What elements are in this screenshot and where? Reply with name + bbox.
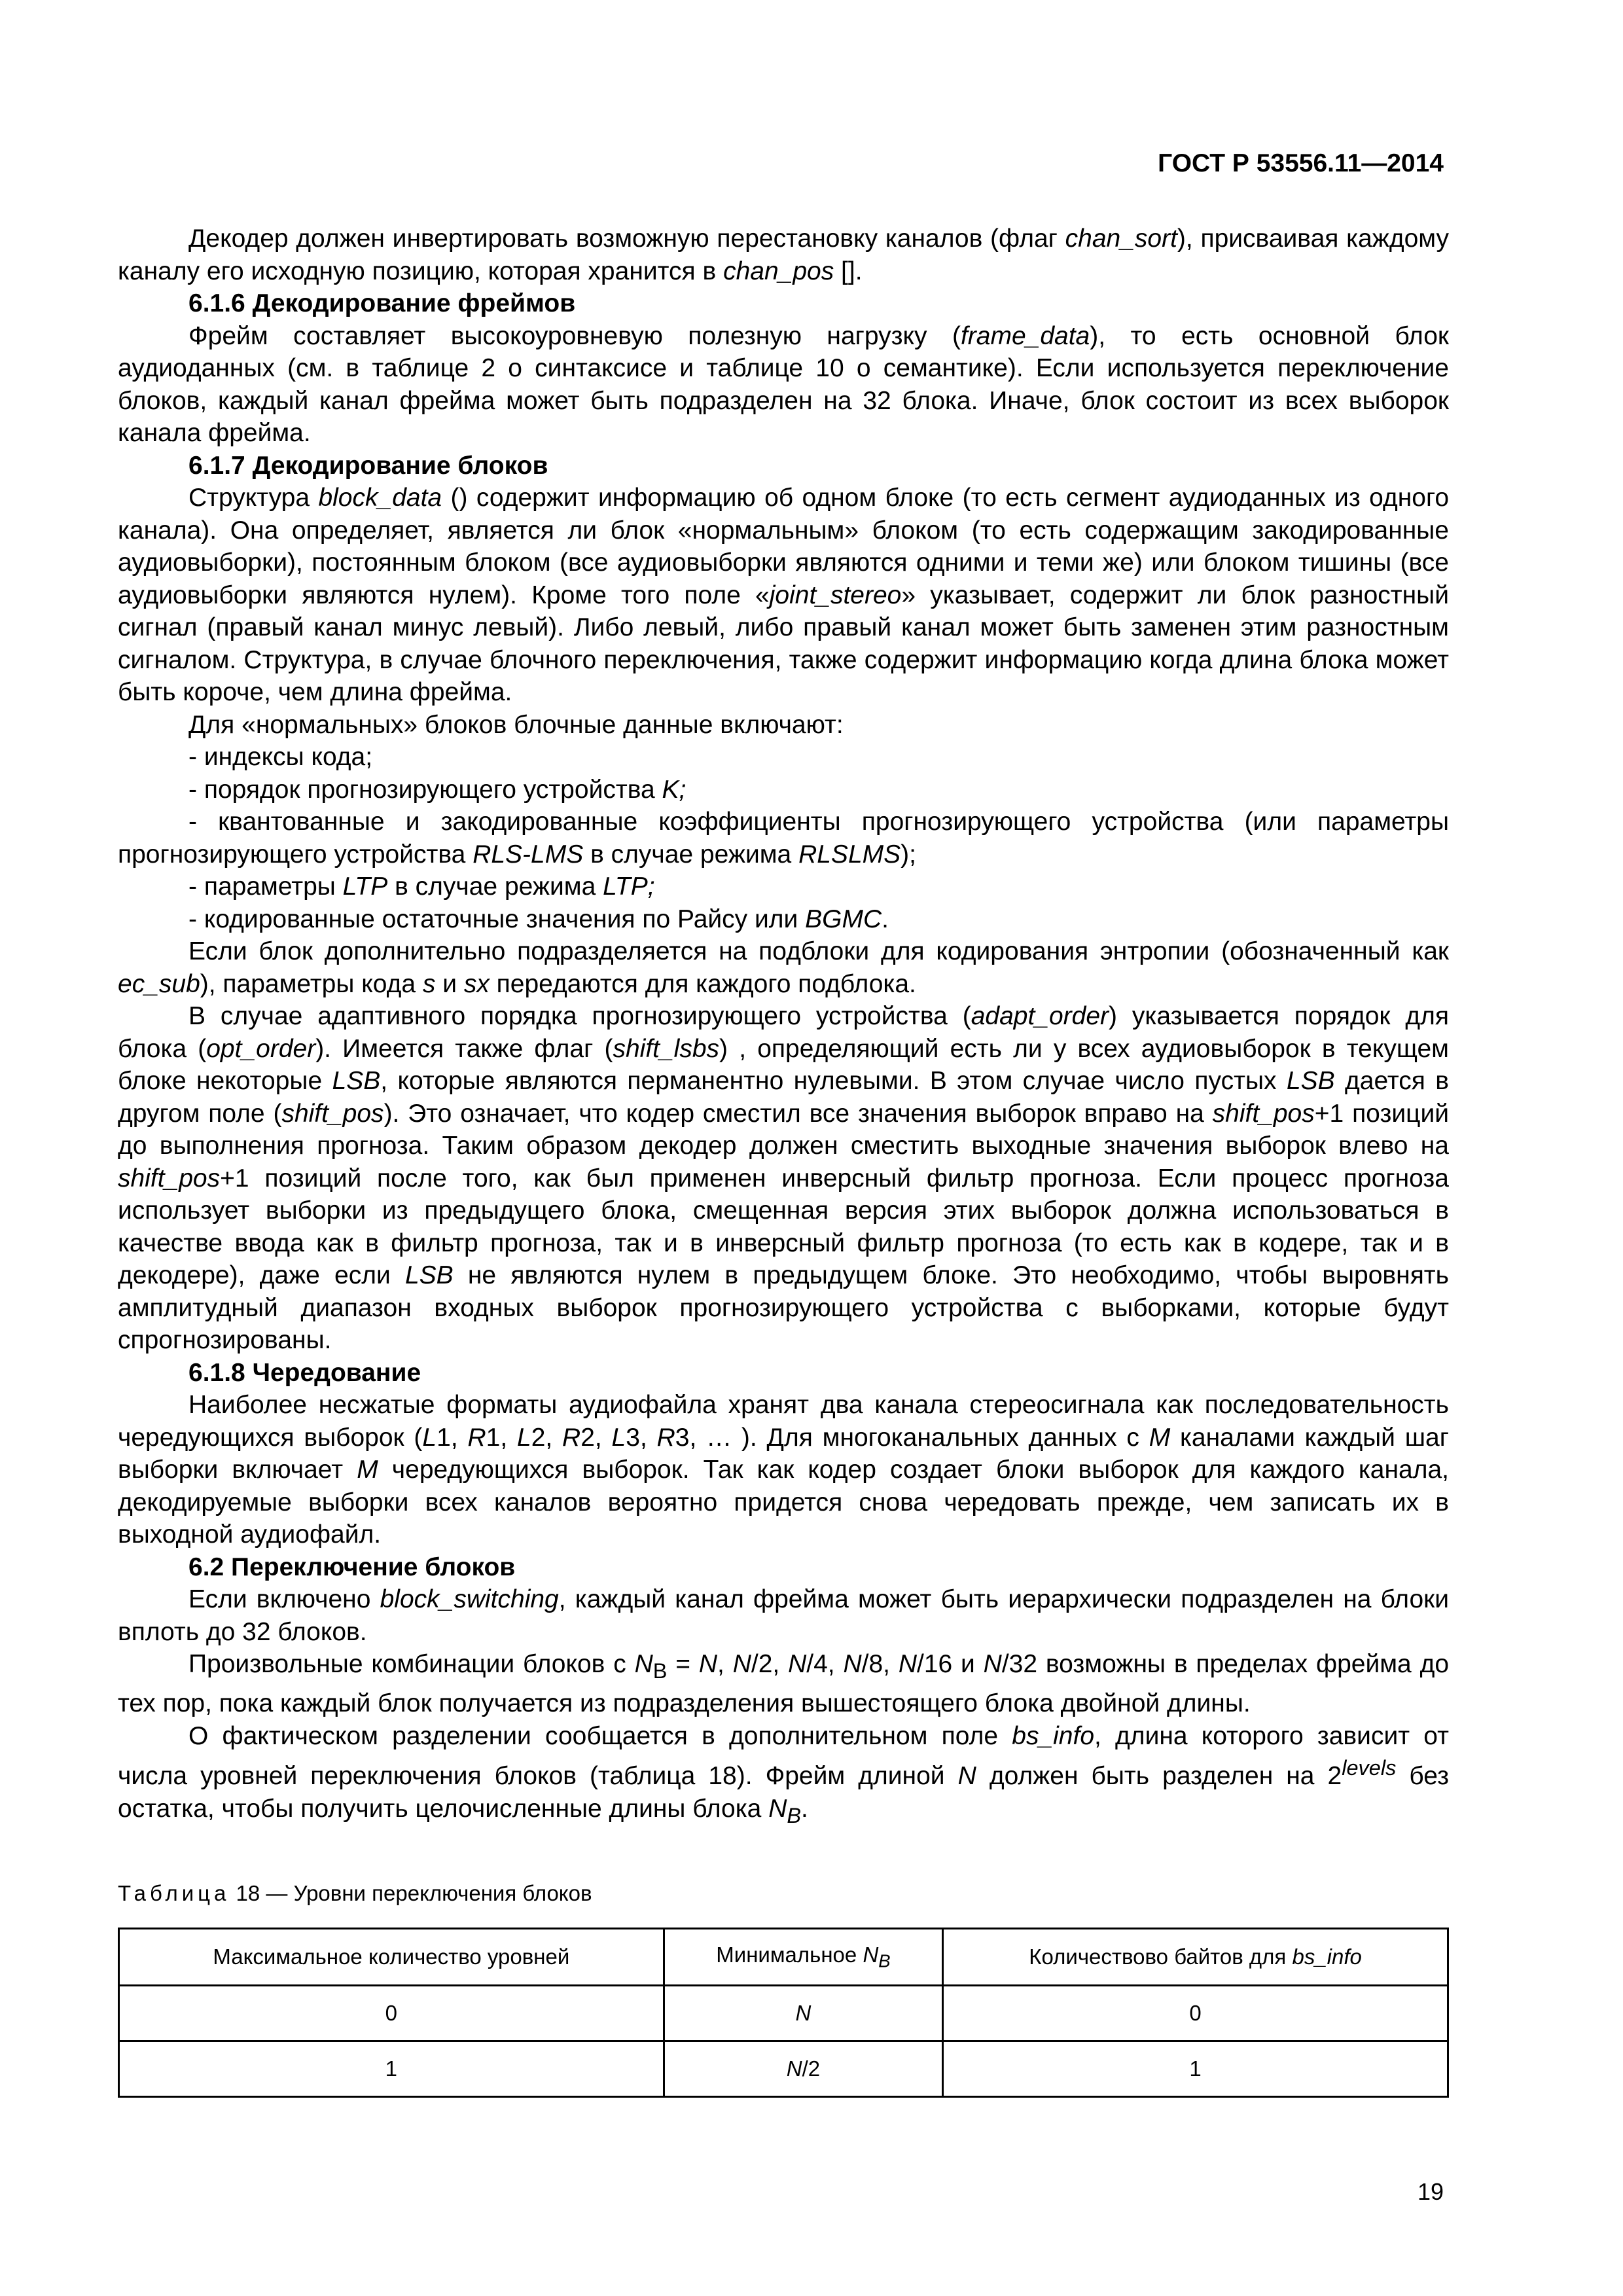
table-cell: N/2: [664, 2041, 943, 2097]
table-row: [119, 1986, 1448, 2041]
table-18: [118, 1928, 1449, 2098]
list-item: - кодированные остаточные значения по Райсу или BGMC.: [188, 905, 889, 933]
paragraph: Наиболее несжатые форматы аудиофайла хранят два канала стереосигнала как последовательность чередующихся выборок (L1, R1, L2, R2, L3, R3, … ). Для многоканальных данных с M каналами каждый шаг выборки включает M чередующихся выборок. Так как кодер создает блоки выборок для каждого канала, декодируемые выборки всех каналов вероятно придется снова чередовать прежде, чем записать их в выходной аудиофайл.: [118, 1391, 1449, 1549]
table-cell: 0: [119, 1986, 664, 2041]
table-caption-prefix: Таблица: [118, 1881, 230, 1905]
section-heading-6-1-8: 6.1.8 Чередование: [188, 1358, 421, 1387]
table-caption-text: 18 — Уровни переключения блоков: [230, 1881, 592, 1905]
section-heading-6-1-6: 6.1.6 Декодирование фреймов: [188, 289, 576, 317]
table-cell: 1: [119, 2041, 664, 2097]
paragraph: Если блок дополнительно подразделяется на подблоки для кодирования энтропии (обозначенный как ec_sub), параметры кода s и sx передаются для каждого подблока.: [118, 937, 1449, 998]
document-body: [118, 223, 1449, 1832]
page-number: 19: [1417, 2178, 1444, 2205]
list-item: - порядок прогнозирующего устройства K;: [188, 775, 687, 804]
list-item: - параметры LTP в случае режима LTP;: [188, 872, 655, 901]
table-caption: [118, 1881, 592, 1906]
table-cell: N: [664, 1986, 943, 2041]
table-cell: 0: [943, 1986, 1448, 2041]
paragraph: Для «нормальных» блоков блочные данные включают:: [188, 710, 844, 739]
table-header-cell: Количествово байтов для bs_info: [943, 1929, 1448, 1986]
paragraph: О фактическом разделении сообщается в дополнительном поле bs_info, длина которого зависит от числа уровней переключения блоков (таблица 18). Фрейм длиной N должен быть разделен на $2^{levels}$ без остатка, чтобы получить целочисленные длины блока $N_B$.: [118, 1721, 1449, 1827]
table-row: [119, 2041, 1448, 2097]
section-heading-6-1-7: 6.1.7 Декодирование блоков: [188, 451, 548, 480]
list-item: - индексы кода;: [188, 743, 373, 771]
table-header-cell: Максимальное количество уровней: [119, 1929, 664, 1986]
paragraph: Если включено block_switching, каждый канал фрейма может быть иерархически подразделен на блоки вплоть до 32 блоков.: [118, 1585, 1449, 1646]
section-heading-6-2: 6.2 Переключение блоков: [188, 1552, 516, 1581]
paragraph: Фрейм составляет высокоуровневую полезную нагрузку (frame_data), то есть основной блок аудиоданных (см. в таблице 2 о синтаксисе и таблице 10 о семантике). Если используется переключение блоков, каждый канал фрейма может быть подразделен на 32 блока. Иначе, блок состоит из всех выборок канала фрейма.: [118, 321, 1449, 447]
table-header-row: [119, 1929, 1448, 1986]
paragraph: Декодер должен инвертировать возможную перестановку каналов (флаг chan_sort), присваивая каждому каналу его исходную позицию, которая хранится в chan_pos [].: [118, 224, 1450, 285]
paragraph: В случае адаптивного порядка прогнозирующего устройства (adapt_order) указывается порядок для блока (opt_order). Имеется также флаг (shift_lsbs) , определяющий есть ли у всех аудиовыборок в текущем блоке некоторые LSB, которые являются перманентно нулевыми. В этом случае число пустых LSB дается в другом поле (shift_pos). Это означает, что кодер сместил все значения выборок вправо на shift_pos+1 позиций до выполнения прогноза. Таким образом декодер должен сместить выходные значения выборок влево на shift_pos+1 позиций после того, как был применен инверсный фильтр прогноза. Если процесс прогноза использует выборки из предыдущего блока, смещенная версия этих выборок должна использоваться в качестве ввода как в фильтр прогноза, так и в инверсный фильтр прогноза (то есть как в кодере, так и в декодере), даже если LSB не являются нулем в предыдущем блоке. Это необходимо, чтобы выровнять амплитудный диапазон входных выборок прогнозирующего устройства с выборками, которые будут спрогнозированы.: [118, 1002, 1450, 1354]
paragraph: Структура block_data () содержит информацию об одном блоке (то есть сегмент аудиоданных из одного канала). Она определяет, является ли блок «нормальным» блоком (то есть содержащим закодированные аудиовыборки), постоянным блоком (все аудиовыборки являются одними и теми же) или блоком тишины (все аудиовыборки являются нулем). Кроме того поле «joint_stereo» указывает, содержит ли блок разностный сигнал (правый канал минус левый). Либо левый, либо правый канал может быть заменен этим разностным сигналом. Структура, в случае блочного переключения, также содержит информацию когда длина блока может быть короче, чем длина фрейма.: [118, 484, 1450, 706]
list-item: - квантованные и закодированные коэффициенты прогнозирующего устройства (или параметры прогнозирующего устройства RLS-LMS в случае режима RLSLMS);: [118, 808, 1449, 869]
table-header-cell: Минимальное $N_B$: [664, 1929, 943, 1986]
document-header: ГОСТ Р 53556.11—2014: [1158, 149, 1444, 177]
table-cell: 1: [943, 2041, 1448, 2097]
paragraph: Произвольные комбинации блоков с $N_B = N$, N/2, N/4, N/8, N/16 и N/32 возможны в пределах фрейма до тех пор, пока каждый блок получается из подразделения вышестоящего блока двойной длины.: [118, 1650, 1450, 1718]
